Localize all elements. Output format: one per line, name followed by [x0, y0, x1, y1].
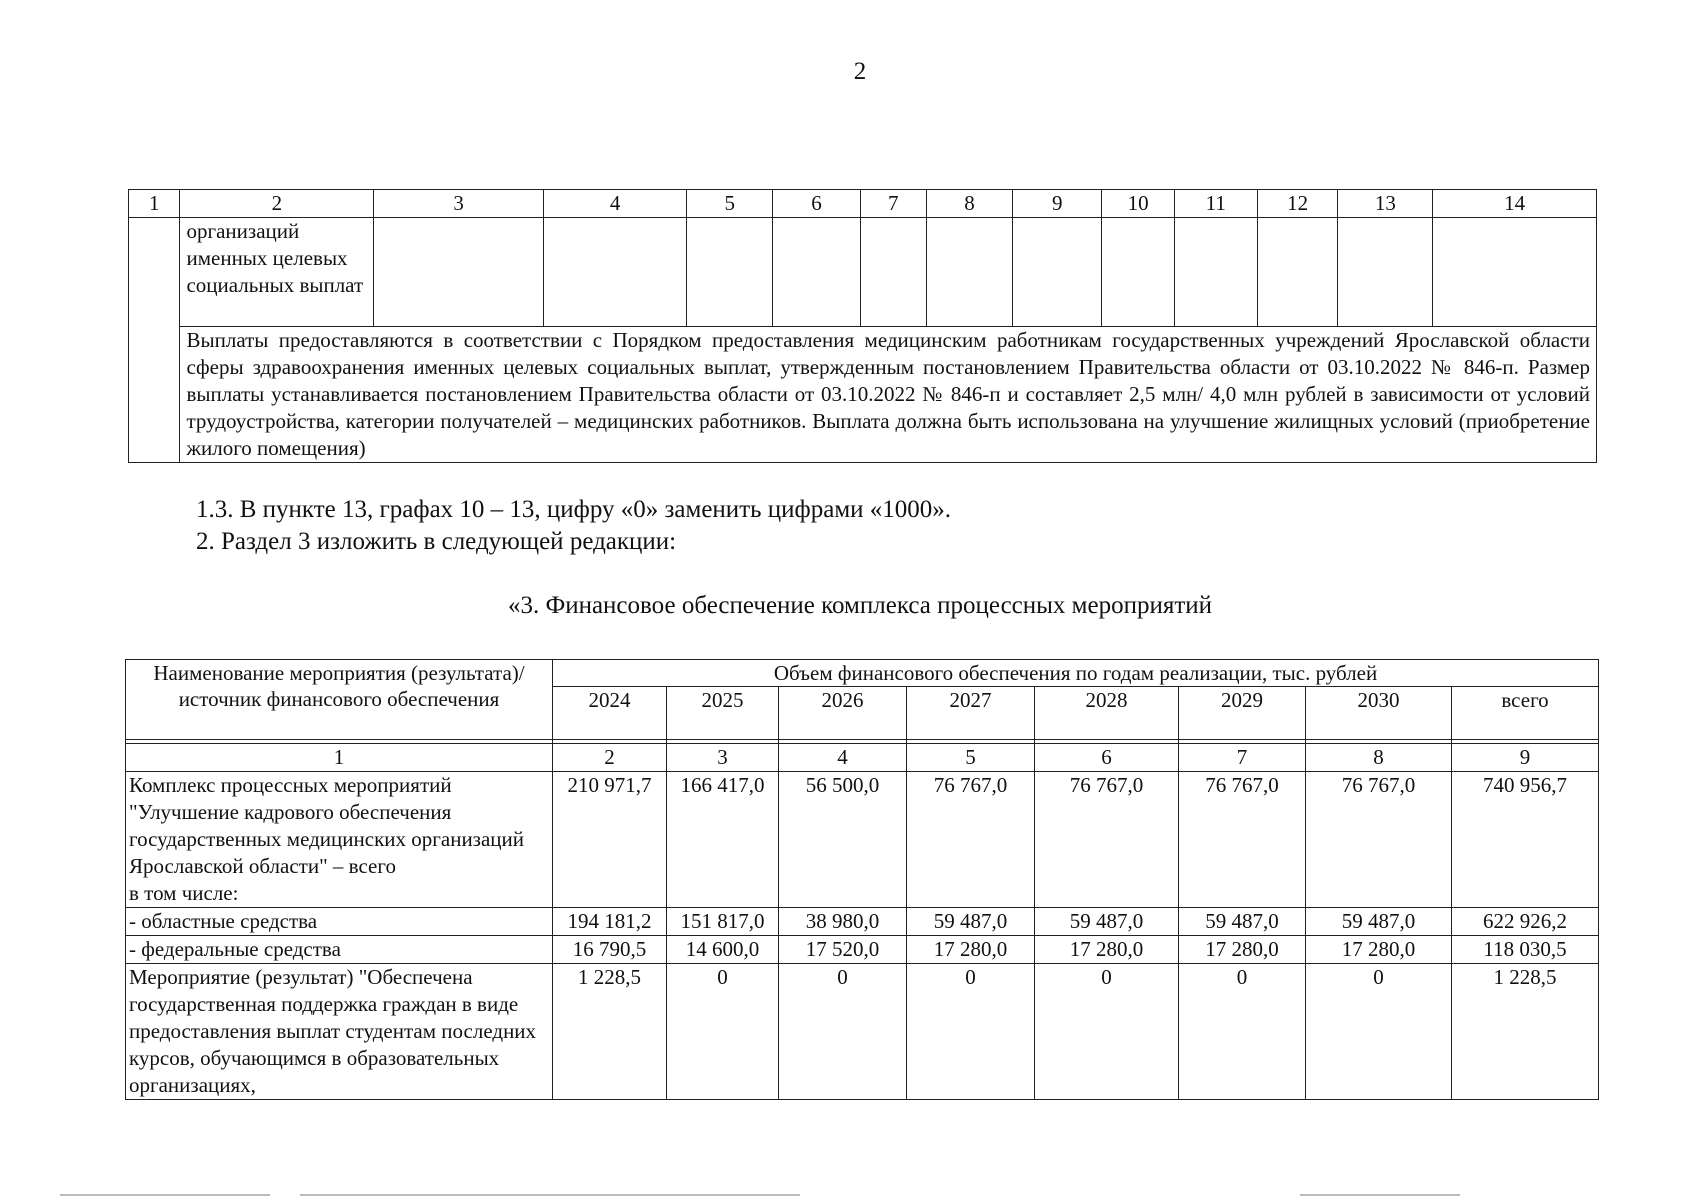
cell-value: 622 926,2 — [1452, 908, 1599, 936]
header-year: 2028 — [1035, 687, 1179, 740]
column-numbers-row — [126, 744, 1599, 772]
column-number: 6 — [773, 190, 861, 218]
cell-value: 0 — [1035, 964, 1179, 1100]
cell-value: 0 — [779, 964, 907, 1100]
cell-value: 740 956,7 — [1452, 772, 1599, 908]
scan-artifact — [300, 1194, 800, 1196]
column-number: 7 — [860, 190, 926, 218]
empty-cell — [1174, 218, 1257, 327]
cell-value: 76 767,0 — [1179, 772, 1306, 908]
empty-cell — [1338, 218, 1433, 327]
header-year: 2026 — [779, 687, 907, 740]
column-number: 8 — [1306, 744, 1452, 772]
column-number: 4 — [543, 190, 686, 218]
header-year: 2024 — [553, 687, 667, 740]
column-number: 9 — [1013, 190, 1102, 218]
cell-value: 17 520,0 — [779, 936, 907, 964]
column-number: 13 — [1338, 190, 1433, 218]
table-row — [129, 327, 1597, 463]
cell-value: 194 181,2 — [553, 908, 667, 936]
column-number: 3 — [374, 190, 544, 218]
cell-value: 76 767,0 — [1306, 772, 1452, 908]
cell-value: 0 — [1179, 964, 1306, 1100]
row-name: - федеральные средства — [126, 936, 553, 964]
column-number: 14 — [1433, 190, 1597, 218]
cell-value: 76 767,0 — [1035, 772, 1179, 908]
table-row — [126, 964, 1599, 1100]
cell-value: 1 228,5 — [1452, 964, 1599, 1100]
column-number: 7 — [1179, 744, 1306, 772]
empty-cell — [773, 218, 861, 327]
paragraph-2: 2. Раздел 3 изложить в следующей редакции: — [196, 528, 677, 555]
cell-value: 16 790,5 — [553, 936, 667, 964]
cell-value: 17 280,0 — [907, 936, 1035, 964]
table-row — [126, 936, 1599, 964]
column-number: 2 — [180, 190, 374, 218]
column-number: 12 — [1257, 190, 1338, 218]
column-number: 11 — [1174, 190, 1257, 218]
cell-value: 0 — [667, 964, 779, 1100]
empty-cell — [543, 218, 686, 327]
header-total: всего — [1452, 687, 1599, 740]
header-year: 2025 — [667, 687, 779, 740]
empty-cell — [374, 218, 544, 327]
header-name: Наименование мероприятия (результата)/ источник финансового обеспечения — [126, 660, 553, 740]
row-name: Мероприятие (результат) "Обеспечена государственная поддержка граждан в виде предоставления выплат студентам последних курсов, обучающимся в образовательных организациях, — [126, 964, 553, 1100]
column-number: 5 — [687, 190, 773, 218]
table-payments — [128, 189, 1597, 463]
column-number: 4 — [779, 744, 907, 772]
cell-value: 17 280,0 — [1179, 936, 1306, 964]
cell-value: 38 980,0 — [779, 908, 907, 936]
column-number: 6 — [1035, 744, 1179, 772]
column-number: 2 — [553, 744, 667, 772]
empty-cell — [129, 218, 180, 463]
paragraph-1-3: 1.3. В пункте 13, графах 10 – 13, цифру «0» заменить цифрами «1000». — [196, 496, 952, 523]
column-number: 9 — [1452, 744, 1599, 772]
row-name: Комплекс процессных мероприятий "Улучшение кадрового обеспечения государственных медицинских организаций Ярославской области" – всего в том числе: — [126, 772, 553, 908]
cell-value: 76 767,0 — [907, 772, 1035, 908]
cell-value: 151 817,0 — [667, 908, 779, 936]
table-header-row — [129, 190, 1597, 218]
empty-cell — [687, 218, 773, 327]
cell-value: 1 228,5 — [553, 964, 667, 1100]
scan-artifact — [60, 1194, 270, 1196]
cell-value: 56 500,0 — [779, 772, 907, 908]
cell-value: 59 487,0 — [1179, 908, 1306, 936]
header-volume: Объем финансового обеспечения по годам реализации, тыс. рублей — [553, 660, 1599, 687]
page-number: 2 — [853, 58, 867, 85]
table-financing — [125, 659, 1599, 1100]
column-number: 8 — [926, 190, 1013, 218]
cell-value: 118 030,5 — [1452, 936, 1599, 964]
cell-value: 59 487,0 — [907, 908, 1035, 936]
cell-value: 14 600,0 — [667, 936, 779, 964]
cell-value: 210 971,7 — [553, 772, 667, 908]
cell-value: 17 280,0 — [1035, 936, 1179, 964]
header-year: 2027 — [907, 687, 1035, 740]
empty-cell — [1013, 218, 1102, 327]
header-year: 2030 — [1306, 687, 1452, 740]
table-header-row — [126, 660, 1599, 687]
empty-cell — [860, 218, 926, 327]
cell-value: 59 487,0 — [1306, 908, 1452, 936]
column-number: 5 — [907, 744, 1035, 772]
note-text: Выплаты предоставляются в соответствии с Порядком предоставления медицинским работникам государственных учреждений Ярославской области сферы здравоохранения именных целевых социальных выплат, утвержденным постановлением Правительства области от 03.10.2022 № 846-п. Размер выплаты устанавливается постановлением Правительства области от 03.10.2022 № 846-п и составляет 2,5 млн/ 4,0 млн рублей в зависимости от условий трудоустройства, категории получателей – медицинских работников. Выплата должна быть использована на улучшение жилищных условий (приобретение жилого помещения) — [180, 327, 1597, 463]
table-row — [126, 908, 1599, 936]
table-row — [129, 218, 1597, 327]
empty-cell — [1102, 218, 1175, 327]
row-description: организаций именных целевых социальных выплат — [180, 218, 374, 327]
cell-value: 0 — [907, 964, 1035, 1100]
table-row — [126, 772, 1599, 908]
empty-cell — [1433, 218, 1597, 327]
empty-cell — [1257, 218, 1338, 327]
cell-value: 17 280,0 — [1306, 936, 1452, 964]
column-number: 1 — [129, 190, 180, 218]
column-number: 10 — [1102, 190, 1175, 218]
header-year: 2029 — [1179, 687, 1306, 740]
row-name: - областные средства — [126, 908, 553, 936]
cell-value: 166 417,0 — [667, 772, 779, 908]
section-title: «3. Финансовое обеспечение комплекса процессных мероприятий — [507, 592, 1213, 619]
column-number: 1 — [126, 744, 553, 772]
cell-value: 59 487,0 — [1035, 908, 1179, 936]
column-number: 3 — [667, 744, 779, 772]
cell-value: 0 — [1306, 964, 1452, 1100]
scan-artifact — [1300, 1194, 1460, 1196]
empty-cell — [926, 218, 1013, 327]
